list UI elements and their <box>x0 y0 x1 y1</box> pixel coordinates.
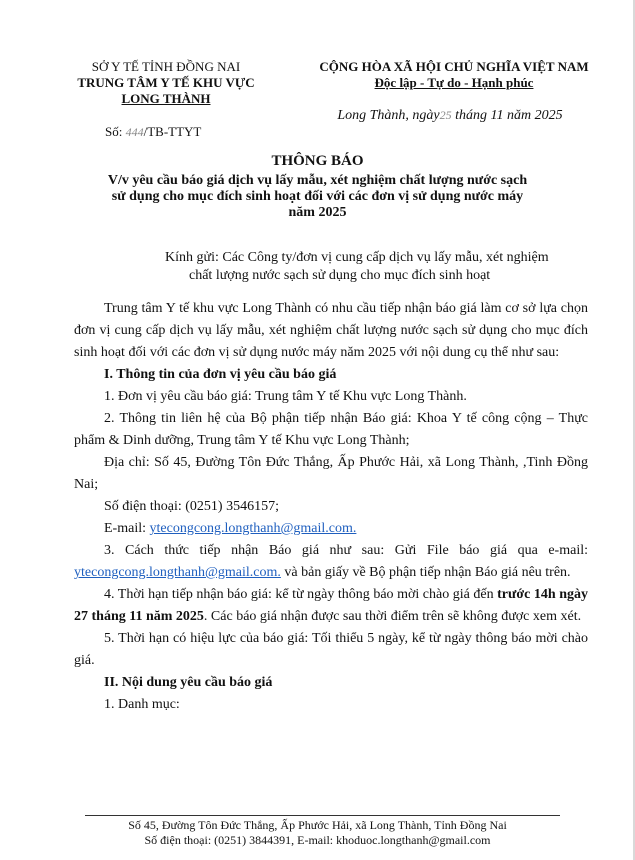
footer-address: Số 45, Đường Tôn Đức Thắng, Ấp Phước Hải, xã Long Thành, Tỉnh Đồng Nai <box>128 818 507 832</box>
title-sub2: sử dụng cho mục đích sinh hoạt đối với các đơn vị sử dụng nước máy <box>111 189 524 204</box>
notice-body <box>74 298 588 716</box>
page-footer <box>60 818 575 848</box>
footer-contact: Số điện thoại: (0251) 3844391, E-mail: khoduoc.longthanh@gmail.com <box>144 833 491 847</box>
department-name: SỞ Y TẾ TỈNH ĐỒNG NAI <box>91 59 241 74</box>
section-heading-1: I. Thông tin của đơn vị yêu cầu báo giá <box>104 367 337 382</box>
footer-divider <box>85 815 560 816</box>
title-sub1: V/v yêu cầu báo giá dịch vụ lấy mẫu, xét nghiệm chất lượng nước sạch <box>107 173 528 188</box>
address: Địa chỉ: Số 45, Đường Tôn Đức Thắng, Ấp Phước Hải, xã Long Thành, ,Tinh Đồng Nai; <box>74 455 588 492</box>
country-name: CỘNG HÒA XÃ HỘI CHỦ NGHĨA VIỆT NAM <box>319 59 589 74</box>
handwritten-number: 444 <box>125 125 144 139</box>
item-2: 2. Thông tin liên hệ của Bộ phận tiếp nhận Báo giá: Khoa Y tế công cộng – Thực phẩm & Dinh dưỡng, Trung tâm Y tế Khu vực Long Thành; <box>74 411 588 448</box>
intro-paragraph: Trung tâm Y tế khu vực Long Thành có nhu cầu tiếp nhận báo giá làm cơ sở lựa chọn đơn vị cung cấp dịch vụ lấy mẫu, xét nghiệm chất lượng nước sạch sử dụng cho mục đích sinh hoạt đối với các đơn vị sử dụng nước máy năm 2025 với nội dung cụ thể như sau: <box>74 301 588 360</box>
item-3: 3. Cách thức tiếp nhận Báo giá như sau: Gửi File báo giá qua e-mail: ytecongcong.longthanh@gmail.com. và bản giấy về Bộ phận tiếp nhận Báo giá nêu trên. <box>74 543 588 580</box>
handwritten-day: 25 <box>439 108 452 122</box>
recipient <box>165 249 595 285</box>
issuer-block <box>52 59 280 107</box>
recipient-line2: chất lượng nước sạch sử dụng cho mục đích sinh hoạt <box>189 268 491 283</box>
item-5: 5. Thời hạn có hiệu lực của báo giá: Tối thiểu 5 ngày, kể từ ngày thông báo mời chào giá. <box>74 631 588 668</box>
phone: Số điện thoại: (0251) 3546157; <box>104 499 279 514</box>
email-line: E-mail: ytecongcong.longthanh@gmail.com. <box>104 521 357 536</box>
motto: Độc lập - Tự do - Hạnh phúc <box>374 75 534 90</box>
notice-title <box>50 153 585 221</box>
recipient-line1: Kính gửi: Các Công ty/đơn vị cung cấp dịch vụ lấy mẫu, xét nghiệm <box>165 250 549 265</box>
item3-email-link[interactable]: ytecongcong.longthanh@gmail.com. <box>74 565 281 580</box>
item-4: 4. Thời hạn tiếp nhận báo giá: kể từ ngày thông báo mời chào giá đến trước 14h ngày 27 tháng 11 năm 2025. Các báo giá nhận được sau thời điểm trên sẽ không được xem xét. <box>74 587 588 624</box>
item-list: 1. Danh mục: <box>104 697 180 712</box>
email-link[interactable]: ytecongcong.longthanh@gmail.com. <box>149 521 357 536</box>
section-heading-2: II. Nội dung yêu cầu báo giá <box>104 675 273 690</box>
deadline: trước 14h ngày 27 tháng 11 năm 2025 <box>74 587 588 624</box>
title-main: THÔNG BÁO <box>271 153 364 169</box>
center-name-line2: LONG THÀNH <box>121 91 211 106</box>
document-number: Số: 444/TB-TTYT <box>105 124 202 139</box>
center-name-line1: TRUNG TÂM Y TẾ KHU VỰC <box>77 75 255 90</box>
title-sub3: năm 2025 <box>288 205 347 220</box>
national-header <box>300 59 608 91</box>
date-line: Long Thành, ngày25 tháng 11 năm 2025 <box>337 108 563 123</box>
item-1: 1. Đơn vị yêu cầu báo giá: Trung tâm Y tế Khu vực Long Thành. <box>104 389 467 404</box>
